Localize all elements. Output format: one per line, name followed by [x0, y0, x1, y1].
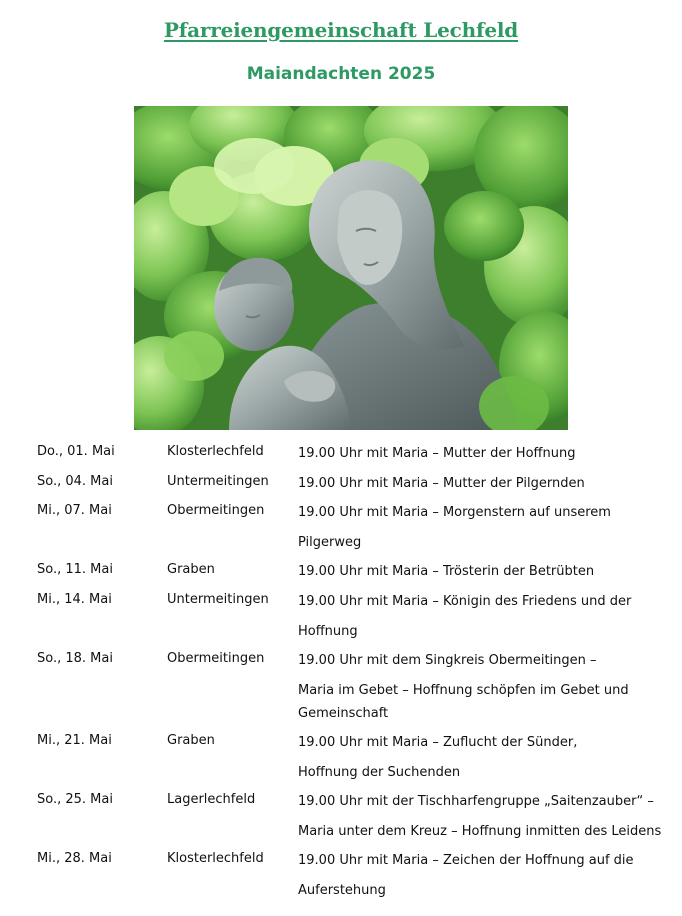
- schedule-date: Mi., 14. Mai: [37, 592, 112, 607]
- page-subtitle: Maiandachten 2025: [246, 64, 436, 84]
- schedule-description: [298, 503, 611, 562]
- schedule-place: Obermeitingen: [167, 503, 265, 518]
- schedule-date: So., 18. Mai: [37, 651, 113, 666]
- schedule-description-line: 19.00 Uhr mit Maria – Trösterin der Betrübten: [298, 564, 595, 579]
- schedule-date: So., 04. Mai: [37, 474, 113, 489]
- schedule-description-line: Gemeinschaft: [298, 705, 389, 721]
- schedule-description-line: 19.00 Uhr mit dem Singkreis Obermeitingen –: [298, 653, 597, 668]
- schedule-date: Mi., 28. Mai: [37, 851, 112, 866]
- schedule-date: Mi., 21. Mai: [37, 733, 112, 748]
- schedule-description-line: 19.00 Uhr mit Maria – Morgenstern auf unserem: [298, 505, 611, 520]
- schedule-place: Untermeitingen: [167, 592, 269, 607]
- schedule-description-line: 19.00 Uhr mit Maria – Zeichen der Hoffnung auf die: [298, 853, 634, 868]
- schedule-description: [298, 651, 629, 733]
- page-title-text: Pfarreiengemeinschaft Lechfeld: [163, 18, 519, 42]
- schedule-description: [298, 474, 585, 504]
- schedule-description: [298, 851, 634, 910]
- schedule-description-line: 19.00 Uhr mit Maria – Königin des Friedens und der: [298, 594, 632, 609]
- schedule-place: Obermeitingen: [167, 651, 265, 666]
- page-title: [0, 18, 682, 42]
- schedule-place: Lagerlechfeld: [167, 792, 256, 807]
- schedule-description-line: 19.00 Uhr mit der Tischharfengruppe „Saitenzauber“ –: [298, 794, 654, 809]
- schedule-description-line: 19.00 Uhr mit Maria – Mutter der Pilgernden: [298, 476, 585, 491]
- schedule-description-line: Maria unter dem Kreuz – Hoffnung inmitten des Leidens: [298, 823, 662, 839]
- schedule-description: [298, 592, 631, 651]
- schedule-description-line: Maria im Gebet – Hoffnung schöpfen im Gebet und: [298, 682, 629, 698]
- schedule-description: [298, 562, 594, 592]
- schedule-date: Mi., 07. Mai: [37, 503, 112, 518]
- schedule-date: So., 11. Mai: [37, 562, 113, 577]
- schedule-description: [298, 733, 577, 792]
- schedule-description-line: Hoffnung: [298, 623, 358, 639]
- schedule-description-line: Hoffnung der Suchenden: [298, 764, 461, 780]
- schedule-description-line: 19.00 Uhr mit Maria – Mutter der Hoffnung: [298, 446, 576, 461]
- schedule-place: Klosterlechfeld: [167, 444, 264, 459]
- schedule-description-line: Auferstehung: [298, 882, 386, 898]
- schedule-date: Do., 01. Mai: [37, 444, 115, 459]
- schedule-description: [298, 792, 661, 851]
- madonna-statue-photo: [134, 106, 568, 430]
- schedule-place: Untermeitingen: [167, 474, 269, 489]
- schedule-place: Klosterlechfeld: [167, 851, 264, 866]
- schedule-place: Graben: [167, 562, 215, 577]
- schedule-description-line: Pilgerweg: [298, 534, 362, 550]
- schedule-description-line: 19.00 Uhr mit Maria – Zuflucht der Sünder,: [298, 735, 578, 750]
- madonna-statue-illustration: [134, 106, 568, 430]
- schedule-date: So., 25. Mai: [37, 792, 113, 807]
- schedule-description: [298, 444, 575, 474]
- schedule-place: Graben: [167, 733, 215, 748]
